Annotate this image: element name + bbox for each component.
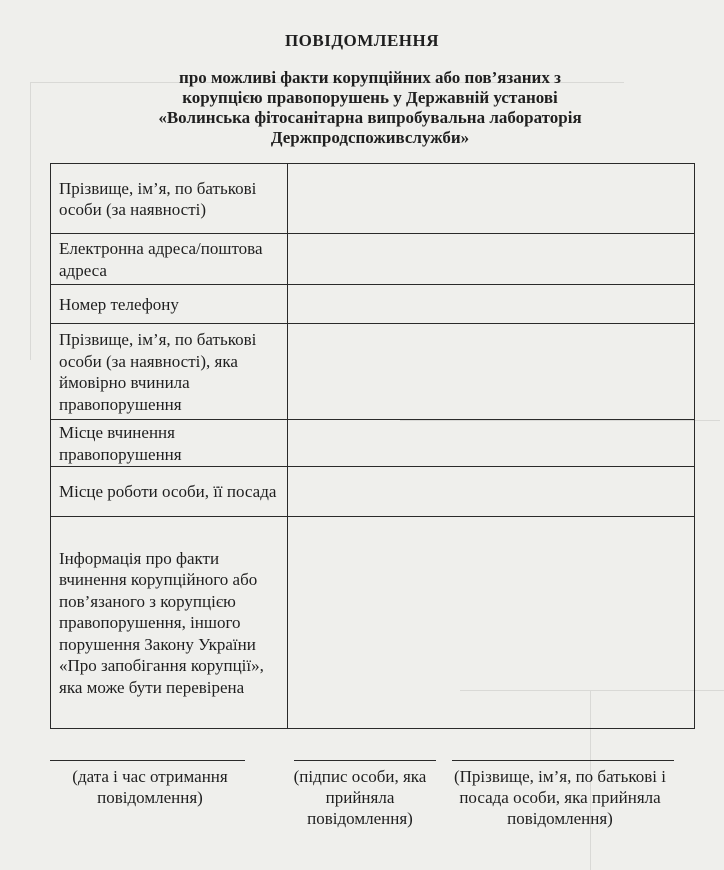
- form-label: Прізвище, ім’я, по батькові особи (за наявності), яка ймовірно вчинила правопорушення: [51, 324, 288, 420]
- form-label: Прізвище, ім’я, по батькові особи (за наявності): [51, 164, 288, 234]
- form-value-field[interactable]: [288, 285, 695, 324]
- form-value-field[interactable]: [288, 517, 695, 729]
- form-row-information: [51, 517, 695, 729]
- form-label: Місце вчинення правопорушення: [51, 420, 288, 467]
- form-value-field[interactable]: [288, 324, 695, 420]
- form-row-address: [51, 234, 695, 285]
- form-value-field[interactable]: [288, 234, 695, 285]
- date-caption: (дата і час отримання повідомлення): [72, 767, 228, 807]
- form-row-reporter-name: [51, 164, 695, 234]
- document-subtitle: [120, 68, 620, 148]
- document-title: ПОВІДОМЛЕННЯ: [284, 31, 440, 50]
- subtitle-line: «Волинська фітосанітарна випробувальна лабораторія: [158, 108, 582, 127]
- form-row-phone: [51, 285, 695, 324]
- form-label: Номер телефону: [51, 285, 288, 324]
- form-value-field[interactable]: [288, 164, 695, 234]
- form-label: Електронна адреса/поштова адреса: [51, 234, 288, 285]
- subtitle-line: про можливі факти корупційних або пов’язаних з: [179, 68, 561, 87]
- subtitle-line: корупцією правопорушень у Державній установі: [182, 88, 558, 107]
- subtitle-line: Держпродспоживслужби»: [270, 128, 470, 147]
- report-form-table: [50, 163, 695, 729]
- name-signature-line[interactable]: [452, 760, 674, 761]
- form-value-field[interactable]: [288, 420, 695, 467]
- form-row-workplace: [51, 467, 695, 517]
- form-row-offender-name: [51, 324, 695, 420]
- form-value-field[interactable]: [288, 467, 695, 517]
- signature-line[interactable]: [294, 760, 436, 761]
- form-label: Місце роботи особи, її посада: [51, 467, 288, 517]
- bleed-through-mark: [30, 82, 31, 360]
- form-row-place: [51, 420, 695, 467]
- signature-caption: (підпис особи, яка прийняла повідомлення): [293, 767, 427, 828]
- name-caption: (Прізвище, ім’я, по батькові і посада особи, яка прийняла повідомлення): [453, 767, 666, 828]
- form-label: Інформація про факти вчинення корупційного або пов’язаного з корупцією правопорушення, іншого порушення Закону України «Про запобігання корупції», яка може бути перевірена: [51, 517, 288, 729]
- date-signature-line[interactable]: [50, 760, 245, 761]
